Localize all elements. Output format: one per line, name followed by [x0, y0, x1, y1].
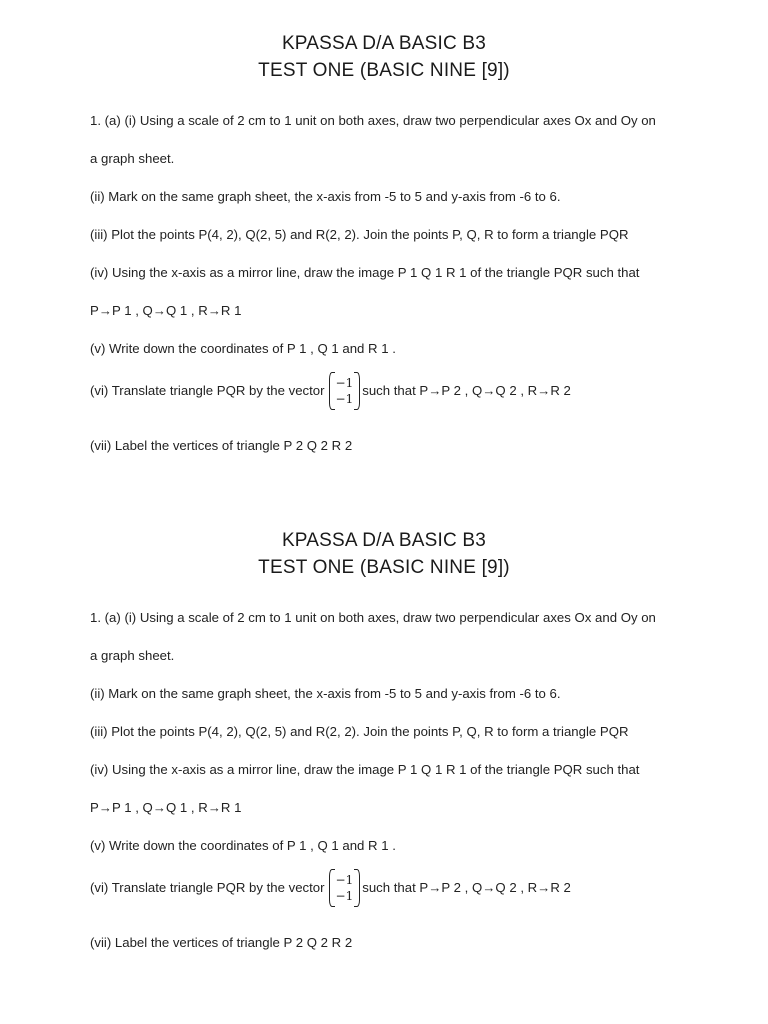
question-1a-i: 1. (a) (i) Using a scale of 2 cm to 1 unit on both axes, draw two perpendicular axes Ox and Oy on: [90, 610, 656, 625]
question-vi-text-after: such that P→P 2 , Q→Q 2 , R→R 2: [362, 880, 571, 895]
question-ii: (ii) Mark on the same graph sheet, the x-axis from -5 to 5 and y-axis from -6 to 6.: [90, 686, 561, 701]
question-iv-continued: P→P 1 , Q→Q 1 , R→R 1: [90, 303, 242, 318]
vector-bottom-value: −1: [335, 392, 354, 406]
school-title: KPASSA D/A BASIC B3: [281, 33, 487, 54]
question-iv-continued: P→P 1 , Q→Q 1 , R→R 1: [90, 800, 242, 815]
question-v: (v) Write down the coordinates of P 1 , Q 1 and R 1 .: [90, 838, 396, 853]
test-block-2: [0, 527, 768, 950]
vector-top-value: −1: [335, 376, 354, 390]
question-vi: [90, 372, 571, 410]
question-vi-text-after: such that P→P 2 , Q→Q 2 , R→R 2: [362, 383, 571, 398]
question-1a-i-continued: a graph sheet.: [90, 648, 175, 663]
question-v: (v) Write down the coordinates of P 1 , Q 1 and R 1 .: [90, 341, 396, 356]
vector-bottom-value: −1: [335, 889, 354, 903]
test-title: TEST ONE (BASIC NINE [9]): [258, 557, 510, 578]
question-vi-text-before: (vi) Translate triangle PQR by the vector: [90, 383, 325, 398]
question-vii: (vii) Label the vertices of triangle P 2 Q 2 R 2: [90, 935, 353, 950]
vector-right-bracket: [354, 372, 360, 410]
test-title: TEST ONE (BASIC NINE [9]): [258, 60, 510, 81]
question-vi: [90, 869, 571, 907]
question-iii: (iii) Plot the points P(4, 2), Q(2, 5) and R(2, 2). Join the points P, Q, R to form a triangle PQR: [90, 724, 629, 739]
question-iii: (iii) Plot the points P(4, 2), Q(2, 5) and R(2, 2). Join the points P, Q, R to form a triangle PQR: [90, 227, 629, 242]
vector-top-value: −1: [335, 873, 354, 887]
vector-right-bracket: [354, 869, 360, 907]
translation-vector: [329, 372, 361, 410]
question-1a-i-continued: a graph sheet.: [90, 151, 175, 166]
question-1a-i: 1. (a) (i) Using a scale of 2 cm to 1 unit on both axes, draw two perpendicular axes Ox and Oy on: [90, 113, 656, 128]
question-iv: (iv) Using the x-axis as a mirror line, draw the image P 1 Q 1 R 1 of the triangle PQR such that: [90, 265, 640, 280]
question-iv: (iv) Using the x-axis as a mirror line, draw the image P 1 Q 1 R 1 of the triangle PQR such that: [90, 762, 640, 777]
question-ii: (ii) Mark on the same graph sheet, the x-axis from -5 to 5 and y-axis from -6 to 6.: [90, 189, 561, 204]
question-vii: (vii) Label the vertices of triangle P 2 Q 2 R 2: [90, 438, 353, 453]
question-vi-text-before: (vi) Translate triangle PQR by the vector: [90, 880, 325, 895]
test-block-1: [0, 30, 768, 453]
translation-vector: [329, 869, 361, 907]
school-title: KPASSA D/A BASIC B3: [281, 530, 487, 551]
